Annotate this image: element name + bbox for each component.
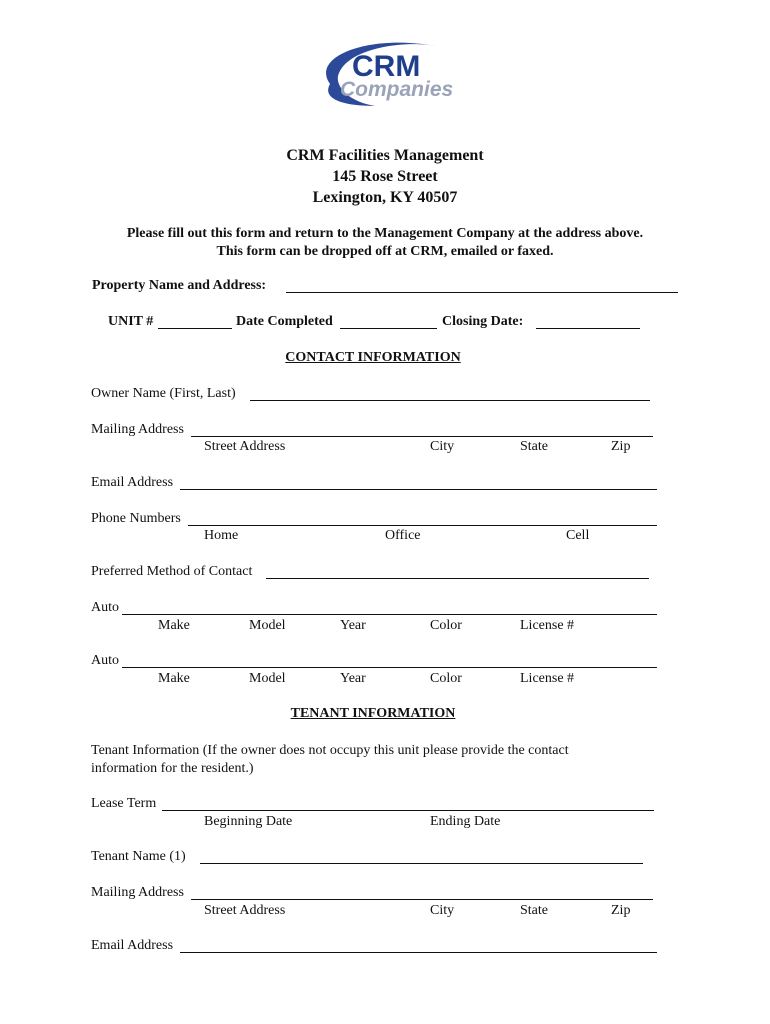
tenant-name-field[interactable] (200, 863, 643, 864)
tenant-heading: TENANT INFORMATION (290, 706, 456, 721)
home-caption: Home (204, 528, 239, 543)
logo-sub-text: Companies (340, 78, 454, 101)
auto-2-model-caption: Model (249, 671, 286, 686)
tenant-mailing-address-field[interactable] (191, 899, 653, 900)
tenant-info-text (91, 742, 569, 778)
auto-1-year-caption: Year (340, 618, 366, 633)
preferred-contact-label: Preferred Method of Contact (91, 564, 253, 579)
logo-main-text: CRM (352, 50, 421, 83)
unit-field[interactable] (158, 328, 232, 329)
owner-name-field[interactable] (250, 400, 650, 401)
instructions-line-2: This form can be dropped off at CRM, emailed or faxed. (216, 244, 554, 259)
owner-name-label: Owner Name (First, Last) (91, 386, 236, 401)
auto-1-field[interactable] (122, 614, 657, 615)
street-line: 145 Rose Street (332, 168, 438, 185)
mailing-address-field[interactable] (191, 436, 653, 437)
phone-label: Phone Numbers (91, 511, 181, 526)
auto-1-make-caption: Make (158, 618, 190, 633)
auto-2-label: Auto (91, 653, 119, 668)
company-name: CRM Facilities Management (286, 147, 484, 164)
city-line: Lexington, KY 40507 (312, 189, 458, 206)
street-address-caption: Street Address (204, 439, 286, 454)
auto-1-color-caption: Color (430, 618, 462, 633)
lease-term-field[interactable] (162, 810, 654, 811)
tenant-zip-caption: Zip (611, 903, 631, 918)
tenant-name-label: Tenant Name (1) (91, 849, 186, 864)
closing-date-label: Closing Date: (442, 314, 524, 329)
auto-1-label: Auto (91, 600, 119, 615)
ending-date-caption: Ending Date (430, 814, 501, 829)
contact-heading: CONTACT INFORMATION (285, 350, 461, 365)
zip-caption: Zip (611, 439, 631, 454)
beginning-date-caption: Beginning Date (204, 814, 293, 829)
tenant-info-line-2: information for the resident.) (91, 761, 254, 776)
state-caption: State (520, 439, 548, 454)
date-completed-field[interactable] (340, 328, 437, 329)
header-block (0, 145, 770, 208)
tenant-info-line-1: Tenant Information (If the owner does not occupy this unit please provide the contact (91, 743, 569, 758)
mailing-address-label: Mailing Address (91, 422, 184, 437)
auto-2-make-caption: Make (158, 671, 190, 686)
tenant-city-caption: City (430, 903, 455, 918)
auto-2-year-caption: Year (340, 671, 366, 686)
lease-term-label: Lease Term (91, 796, 157, 811)
auto-1-model-caption: Model (249, 618, 286, 633)
auto-2-license-caption: License # (520, 671, 575, 686)
auto-1-license-caption: License # (520, 618, 575, 633)
office-caption: Office (385, 528, 421, 543)
email-label: Email Address (91, 475, 174, 490)
city-caption: City (430, 439, 455, 454)
phone-field[interactable] (188, 525, 657, 526)
cell-caption: Cell (566, 528, 590, 543)
tenant-mailing-address-label: Mailing Address (91, 885, 184, 900)
property-label: Property Name and Address: (92, 278, 267, 293)
property-field[interactable] (286, 292, 678, 293)
auto-2-color-caption: Color (430, 671, 462, 686)
email-field[interactable] (180, 489, 657, 490)
tenant-street-address-caption: Street Address (204, 903, 286, 918)
preferred-contact-field[interactable] (266, 578, 649, 579)
instructions (0, 225, 770, 261)
unit-label: UNIT # (108, 314, 154, 329)
crm-companies-logo (300, 36, 470, 116)
date-completed-label: Date Completed (236, 314, 333, 329)
tenant-email-field[interactable] (180, 952, 657, 953)
tenant-email-label: Email Address (91, 938, 174, 953)
tenant-state-caption: State (520, 903, 548, 918)
instructions-line-1: Please fill out this form and return to the Management Company at the address above. (126, 226, 644, 241)
auto-2-field[interactable] (122, 667, 657, 668)
closing-date-field[interactable] (536, 328, 640, 329)
